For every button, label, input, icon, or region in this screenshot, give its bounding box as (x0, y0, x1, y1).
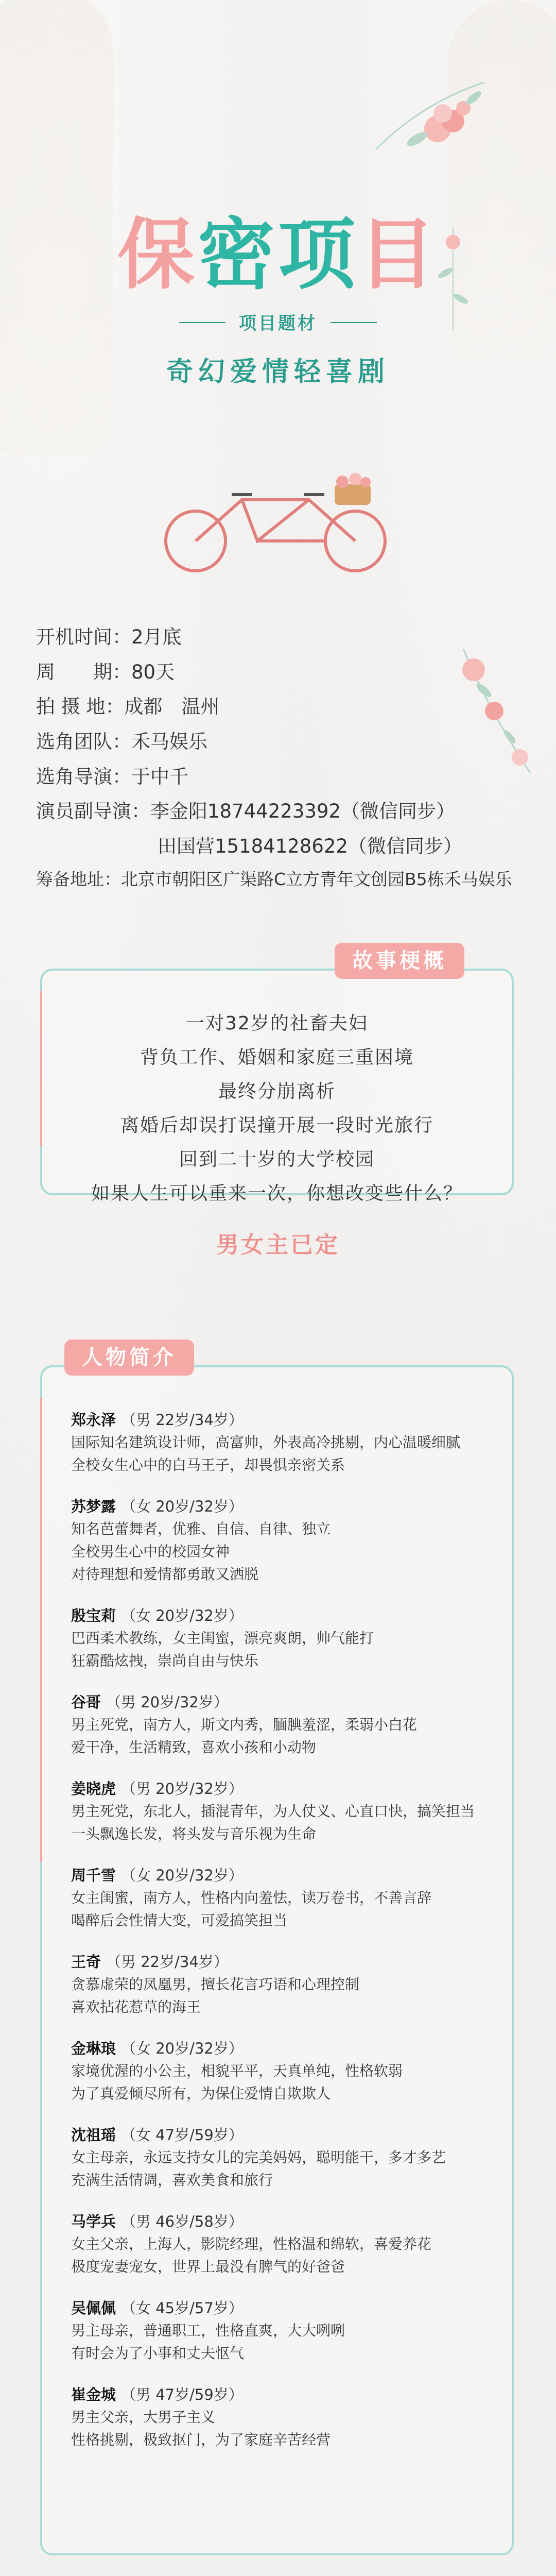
info-row: 拍 摄 地： 成都 温州 (36, 696, 220, 718)
character-item: 吴佩佩 （女 45岁/57岁） 男主母亲，普通职工，性格直爽，大大咧咧 有时会为了小事和丈夫怄气 (71, 2299, 345, 2362)
story-box (40, 969, 514, 1204)
character-item: 谷哥 （男 20岁/32岁） 男主死党，南方人，斯文内秀，腼腆羞涩，柔弱小白花 爱干净，生活精致，喜欢小孩和小动物 (71, 1693, 418, 1756)
title-char: 保 (117, 210, 198, 300)
genre-text: 奇幻爱情轻喜剧 (166, 357, 390, 387)
story-line: 一对32岁的社畜夫妇 (186, 1013, 368, 1034)
character-item: 王奇 （男 22岁/34岁） 贪慕虚荣的凤凰男，擅长花言巧语和心理控制 喜欢拈花惹草的海王 (71, 1953, 360, 2015)
title-char: 密 (197, 210, 278, 300)
info-row: 周 期： 80天 (36, 660, 175, 683)
character-item: 殷宝莉 （女 20岁/32岁） 巴西柔术教练，女主闺蜜，漂亮爽朗，帅气能打 狂霸酷炫拽，崇尚自由与快乐 (71, 1607, 374, 1669)
info-row: 选角导演： 于中千 (36, 765, 188, 788)
story-section-tab: 故事梗概 (335, 943, 464, 979)
characters-section-tab: 人物简介 (64, 1340, 194, 1376)
character-item: 郑永泽 （男 22岁/34岁） 国际知名建筑设计师，高富帅，外表高冷挑剔，内心温暖细腻 全校女生心中的白马王子，却畏惧亲密关系 (71, 1411, 461, 1473)
characters-box (40, 1365, 514, 2555)
info-row: 选角团队： 禾马娱乐 (36, 730, 207, 753)
info-row: 筹备地址： 北京市朝阳区广渠路C立方青年文创园B5栋禾马娱乐 (36, 869, 512, 890)
character-item: 金琳琅 （女 20岁/32岁） 家境优渥的小公主，相貌平平，天真单纯，性格软弱 为了真爱倾尽所有，为保住爱情自欺欺人 (71, 2040, 403, 2102)
info-row: 田国营15184128622（微信同步） (158, 835, 462, 857)
page-title (117, 210, 439, 300)
character-list (71, 1409, 496, 2470)
story-line: 背负工作、婚姻和家庭三重困境 (140, 1047, 414, 1068)
character-item: 沈祖瑶 （女 47岁/59岁） 女主母亲，永远支持女儿的完美妈妈，聪明能干，多才多艺 充满生活情调，喜欢美食和旅行 (71, 2126, 446, 2189)
info-row: 开机时间： 2月底 (36, 626, 182, 648)
character-item: 崔金城 （男 47岁/59岁） 男主父亲，大男子主义 性格挑剔，极致抠门，为了家庭辛苦经营 (71, 2386, 331, 2448)
info-row: 演员副导演： 李金阳18744223392（微信同步） (36, 800, 455, 823)
leads-fixed-notice: 男女主已定 (216, 1232, 340, 1258)
project-genre-tag: 项目题材 (225, 309, 331, 334)
story-line: 回到二十岁的大学校园 (179, 1149, 375, 1170)
character-item: 姜晓虎 （男 20岁/32岁） 男主死党，东北人，插混青年，为人仗义、心直口快，搞笑担当 一头飘逸长发，将头发与音乐视为生命 (71, 1780, 475, 1842)
story-line: 如果人生可以重来一次，你想改变些什么？ (91, 1183, 463, 1204)
flower-bouquet-icon (360, 72, 494, 175)
title-char: 项 (278, 210, 359, 300)
title-char: 目 (358, 210, 439, 300)
story-lines (42, 1007, 512, 1211)
tandem-bicycle-icon (154, 453, 396, 577)
character-item: 苏梦露 （女 20岁/32岁） 知名芭蕾舞者，优雅、自信、自律、独立 全校男生心中的校园女神 对待理想和爱情都勇敢又洒脱 (71, 1498, 331, 1583)
story-line: 离婚后却误打误撞开展一段时光旅行 (120, 1115, 433, 1136)
title-block (0, 210, 556, 388)
story-line: 最终分崩离析 (218, 1081, 336, 1102)
character-item: 周千雪 （女 20岁/32岁） 女主闺蜜，南方人，性格内向羞怯，读万卷书，不善言辞 喝醉后会性情大变，可爱搞笑担当 (71, 1867, 432, 1929)
character-item: 马学兵 （男 46岁/58岁） 女主父亲，上海人，影院经理，性格温和绵软，喜爱养花 极度宠妻宠女，世界上最没有脾气的好爸爸 (71, 2213, 432, 2275)
project-info (36, 623, 530, 899)
